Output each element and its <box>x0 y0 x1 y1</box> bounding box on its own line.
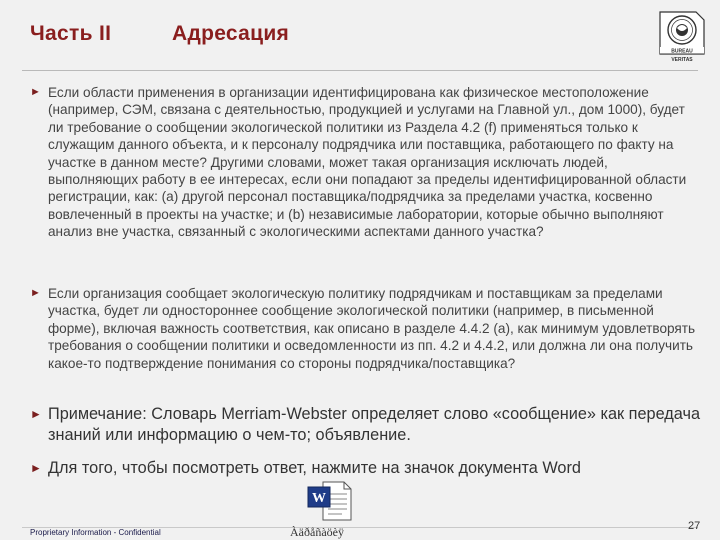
bullet-3-text: Примечание: Словарь Merriam-Webster определяет слово «сообщение» как передача знаний или информацию о чем-то; объявление. <box>48 405 701 444</box>
bullet-1 <box>30 84 698 241</box>
section-label: Часть II <box>30 22 112 45</box>
bureau-veritas-logo <box>656 8 708 64</box>
bullet-arrow-icon: ► <box>30 461 42 475</box>
svg-text:BUREAU: BUREAU <box>671 48 693 55</box>
bullet-3 <box>30 404 710 445</box>
footer-confidential: Proprietary Information - Confidential <box>30 528 161 537</box>
bullet-2-text: Если организация сообщает экологическую политику подрядчикам и поставщикам за пределами участка, будет ли одностороннее сообщение экологической политики (например, в письменной форме), включая важность соответствия, как описано в разделе 4.4.2 (a), как минимум удовлетворять требования о сообщении политики и осведомленности из пп. 4.2 и 4.4.2, или должна ли она получить какое-то подтверждение понимания со стороны подрядчика/поставщика? <box>48 286 696 371</box>
header-divider <box>22 70 698 71</box>
bullet-2 <box>30 285 698 372</box>
bullet-1-text: Если области применения в организации идентифицирована как физическое местоположение (например, СЭМ, связана с деятельностью, продукцией и услугами на Главной ул., дом 1000), будет ли требование о сообщении экологической политики из Раздела 4.2 (f) применяться только к служащим данного объекта, и к персоналу подрядчика или поставщика, работающего по факту на участке в данном месте? Другими словами, может такая организация исключать людей, выполняющих работу в ее интересах, если они попадают за пределы идентифицированной области регистрации, как: (a) другой персонал поставщика/подрядчика за пределами участка, косвенно вовлеченный в проекты на участке; и (b) независимые лаборатории, которые обычно выполняют анализ вне участка, связанный с экологическими аспектами данного участка? <box>48 85 687 240</box>
bullet-4-text: Для того, чтобы посмотреть ответ, нажмите на значок документа Word <box>48 459 581 477</box>
bullet-arrow-icon: ► <box>30 86 41 98</box>
page-number: 27 <box>688 520 701 532</box>
word-document-icon[interactable] <box>306 481 352 521</box>
bullet-arrow-icon: ► <box>30 287 41 299</box>
slide-title: Адресация <box>172 22 290 45</box>
bullet-arrow-icon: ► <box>30 407 42 421</box>
word-icon-caption: Àäðåñàöèÿ <box>290 525 344 539</box>
bullet-4 <box>30 458 710 479</box>
svg-text:VERITAS: VERITAS <box>671 57 693 63</box>
svg-text:W: W <box>312 491 326 506</box>
